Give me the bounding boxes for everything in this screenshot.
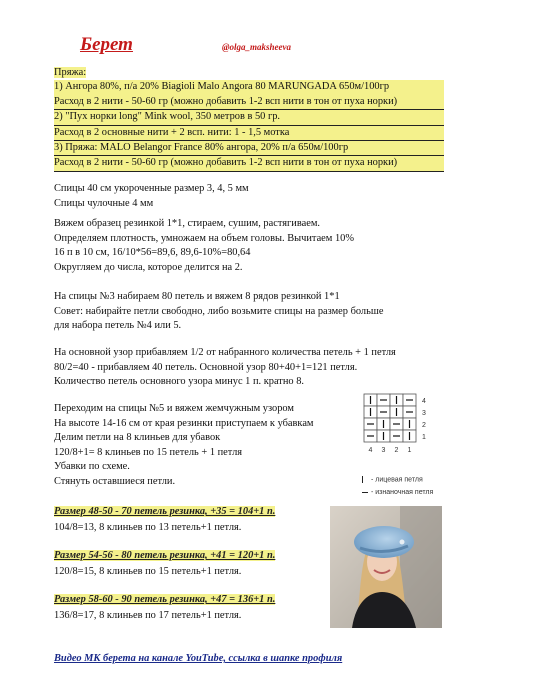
cast-on-section (54, 290, 383, 334)
chart-col-number: 3 (381, 447, 386, 454)
yarn-section (54, 66, 444, 172)
chart-row-number: 2 (422, 422, 426, 429)
gauge-line: Вяжем образец резинкой 1*1, стираем, сушим, растягиваем. (54, 218, 321, 229)
pattern-line: На высоте 14-16 см от края резинки приступаем к убавкам (54, 417, 314, 429)
gauge-line: Округляем до числа, которое делится на 2. (54, 261, 243, 273)
needles-line: Спицы 40 см укороченные размер 3, 4, 5 мм (54, 183, 249, 194)
chart-col-number: 4 (368, 447, 373, 454)
cast-on-line: Совет: набирайте петли свободно, либо возьмите спицы на размер больше (54, 305, 384, 317)
increase-line: На основной узор прибавляем 1/2 от набранного количества петель + 1 петля (54, 347, 396, 358)
size-calc: 136/8=17, 8 клиньев по 17 петель+1 петля. (54, 610, 242, 621)
size-title: Размер 54-56 - 80 петель резинка, +41 = 120+1 п. (54, 550, 276, 561)
gauge-section (54, 217, 354, 275)
legend-purl: - изнаночная петля (362, 489, 433, 496)
cast-on-line: На спицы №3 набираем 80 петель и вяжем 8 рядов резинкой 1*1 (54, 291, 340, 302)
page-title: Берет (80, 34, 133, 55)
yarn-line: Расход в 2 основные нити + 2 всп. нити: 1 - 1,5 мотка (54, 126, 444, 141)
yarn-line: 3) Пряжа: MALO Belangor France 80% ангора, 20% п/а 650м/100гр (54, 141, 444, 156)
youtube-link[interactable]: Видео МК берета на канале YouTube, ссылка в шапке профиля (54, 653, 343, 664)
gauge-line: 16 п в 10 см, 16/10*56=89,6, 89,6-10%=80,64 (54, 247, 251, 259)
yarn-line: Расход в 2 нити - 50-60 гр (можно добавить 1-2 всп нити в тон от пуха норки) (54, 95, 444, 110)
needles-line: Спицы чулочные 4 мм (54, 197, 154, 209)
yarn-line: 2) "Пух норки long" Mink wool, 350 метров в 50 гр. (54, 110, 444, 125)
purl-symbol-icon (362, 492, 368, 493)
pattern-section (54, 402, 314, 490)
cast-on-line: для набора петель №4 или 5. (54, 320, 182, 332)
chart-col-number: 2 (394, 447, 399, 454)
stitch-chart (362, 392, 442, 458)
needles-section (54, 182, 249, 211)
size-calc: 120/8=15, 8 клиньев по 15 петель+1 петля. (54, 566, 242, 577)
pattern-line: Убавки по схеме. (54, 461, 130, 473)
pattern-line: Переходим на спицы №5 и вяжем жемчужным узором (54, 403, 294, 414)
chart-row-number: 3 (422, 410, 426, 417)
gauge-line: Определяем плотность, умножаем на объем головы. Вычитаем 10% (54, 232, 355, 244)
size-calc: 104/8=13, 8 клиньев по 13 петель+1 петля. (54, 522, 242, 533)
knit-symbol-icon (362, 476, 363, 483)
pattern-line: Делим петли на 8 клиньев для убавок (54, 432, 221, 444)
pattern-line: Стянуть оставшиеся петли. (54, 475, 176, 487)
pattern-line: 120/8+1= 8 клиньев по 15 петель + 1 петля (54, 446, 243, 458)
chart-row-number: 4 (422, 398, 426, 405)
yarn-line: Расход в 2 нити - 50-60 гр (можно добавить 1-2 всп нити в тон от пуха норки) (54, 156, 444, 171)
legend-knit: - лицевая петля (362, 476, 423, 483)
yarn-heading: Пряжа: (54, 67, 87, 78)
chart-col-number: 1 (407, 447, 412, 454)
beret-photo (330, 506, 442, 628)
increase-line: Количество петель основного узора минус 1 п. кратно 8. (54, 376, 304, 388)
chart-row-number: 1 (422, 434, 426, 441)
increase-section (54, 346, 396, 390)
size-title: Размер 48-50 - 70 петель резинка, +35 = 104+1 п. (54, 506, 276, 517)
yarn-line: 1) Ангора 80%, п/а 20% Biagioli Malo Angora 80 MARUNGADA 650м/100гр (54, 80, 444, 94)
size-title: Размер 58-60 - 90 петель резинка, +47 = 136+1 п. (54, 594, 276, 605)
author-handle: @olga_maksheeva (222, 42, 291, 52)
increase-line: 80/2=40 - прибавляем 40 петель. Основной узор 80+40+1=121 петля. (54, 361, 358, 373)
